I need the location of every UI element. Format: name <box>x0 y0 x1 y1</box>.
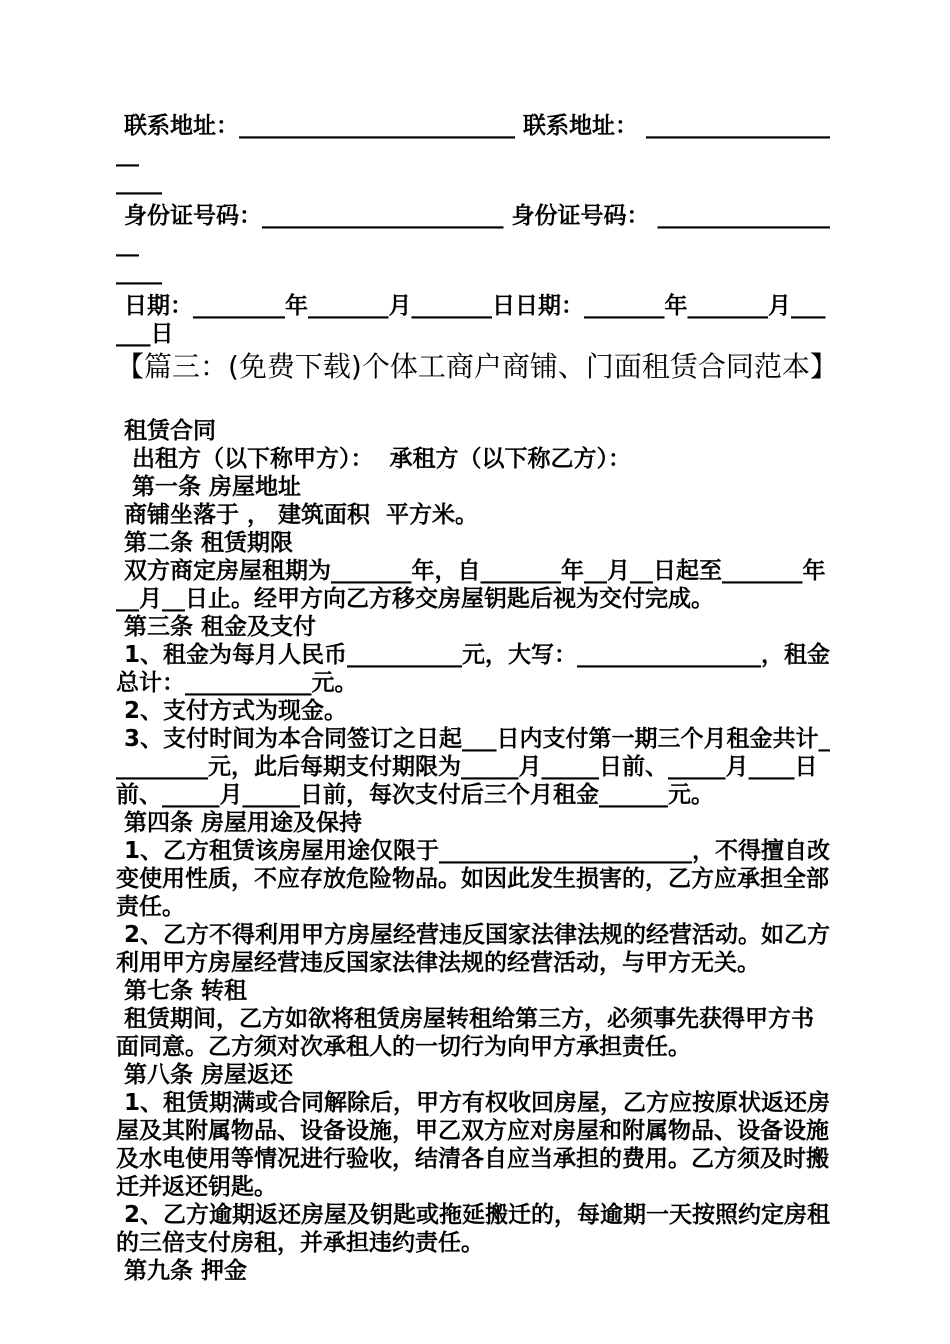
article-heading: 第一条 房屋地址 <box>116 474 302 500</box>
contract-title: 租赁合同 <box>116 418 217 444</box>
paragraph: 3、支付时间为本合同签订之日起___日内支付第一期三个月租金共计_________元，此后每期支付期限为_____月_____日前、_____月____日前、_____月_____日前，每次支付后三个月租金______元。 <box>116 726 831 808</box>
parties-line: 出租方（以下称甲方）： 承租方（以下称乙方）： <box>116 446 632 472</box>
section-title: 【篇三：(免费下载)个体工商户商铺、门面租赁合同范本】 <box>116 350 838 383</box>
date-line: 日期：________年_______月_______日日期：_______年_______月___ <box>116 293 826 319</box>
paragraph: 1、乙方租赁该房屋用途仅限于______________________，不得擅自改变使用性质，不应存放危险物品。如因此发生损害的，乙方应承担全部责任。 <box>116 838 831 920</box>
article-heading: 第三条 租金及支付 <box>116 614 317 640</box>
paragraph: 1、租金为每月人民币__________元，大写：________________，租金总计：___________元。 <box>116 642 831 696</box>
signature-block <box>116 112 836 348</box>
paragraph: 2、乙方不得利用甲方房屋经营违反国家法律法规的经营活动。如乙方利用甲方房屋经营违反国家法律法规的经营活动，与甲方无关。 <box>116 922 831 976</box>
paragraph: 2、乙方逾期返还房屋及钥匙或拖延搬迁的，每逾期一天按照约定房租的三倍支付房租，并承担违约责任。 <box>116 1202 831 1256</box>
article-heading: 第九条 押金 <box>116 1258 248 1284</box>
id-number-line-wrap: ____ <box>116 259 162 285</box>
article-heading: 第七条 转租 <box>116 978 248 1004</box>
paragraph: 2、支付方式为现金。 <box>116 698 348 724</box>
article-heading: 第八条 房屋返还 <box>116 1062 294 1088</box>
document-page <box>116 112 836 1285</box>
id-number-line: 身份证号码：_____________________ 身份证号码： _________________ <box>116 203 831 257</box>
paragraph: 1、租赁期满或合同解除后，甲方有权收回房屋，乙方应按原状返还房屋及其附属物品、设备设施，甲乙双方应对房屋和附属物品、设备设施及水电使用等情况进行验收，结清各自应当承担的费用。乙方须及时搬迁并返还钥匙。 <box>116 1090 831 1200</box>
contact-address-line: 联系地址：________________________ 联系地址： __________________ <box>116 113 831 167</box>
date-line-wrap: ___日 <box>116 321 174 347</box>
paragraph: 商铺坐落于 ， 建筑面积 平方米。 <box>116 502 479 528</box>
article-heading: 第二条 租赁期限 <box>116 530 294 556</box>
paragraph: 双方商定房屋租期为_______年，自_______年__月__日起至_______年__月__日止。经甲方向乙方移交房屋钥匙后视为交付完成。 <box>116 558 826 612</box>
article-heading: 第四条 房屋用途及保持 <box>116 810 363 836</box>
paragraph: 租赁期间，乙方如欲将租赁房屋转租给第三方，必须事先获得甲方书面同意。乙方须对次承租人的一切行为向甲方承担责任。 <box>116 1006 815 1060</box>
contact-address-line-wrap: ____ <box>116 169 162 195</box>
contract-body <box>116 417 836 1285</box>
